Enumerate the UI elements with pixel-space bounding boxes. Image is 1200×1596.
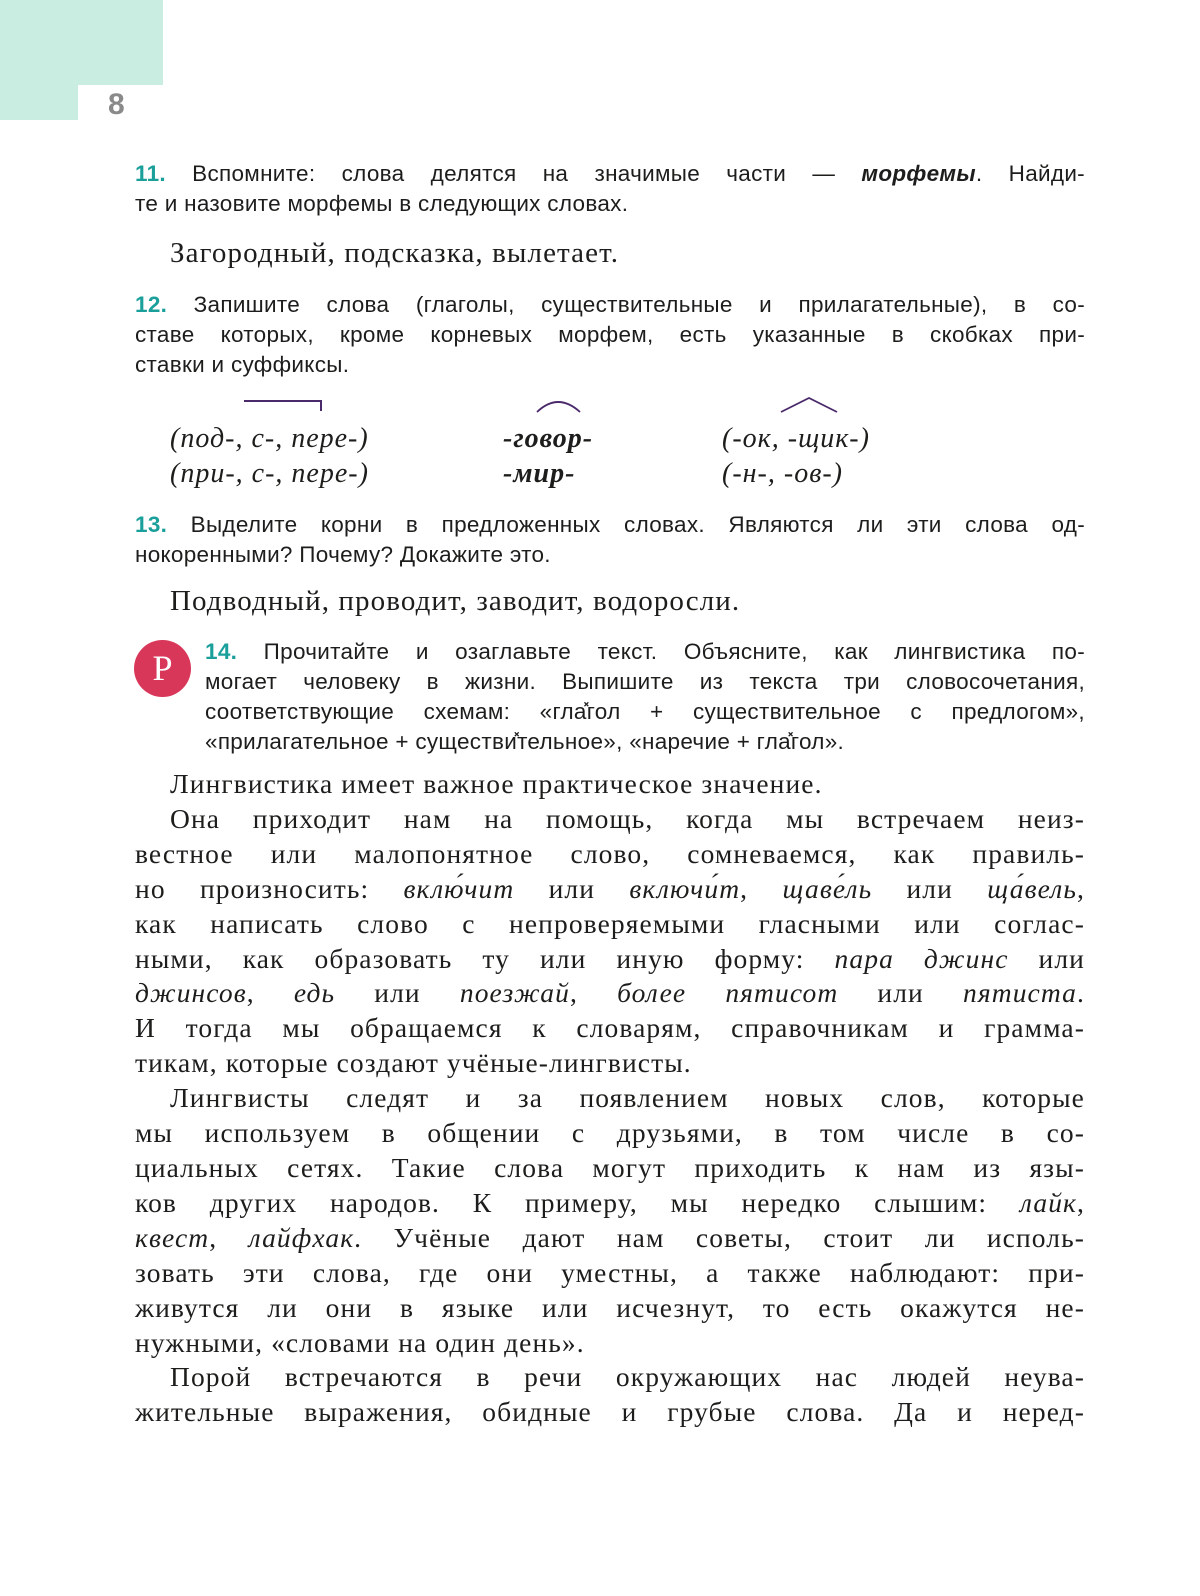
exercise-13-words	[170, 584, 1120, 619]
text-segment: Запишите слова (глаголы, существительные и прилагательные), в со-	[167, 292, 1085, 317]
prefix-symbol-icon	[244, 398, 324, 414]
suffix-list	[722, 421, 870, 491]
text-line	[135, 942, 1085, 977]
text-line	[135, 1116, 1085, 1151]
suffix-group: (-н-, -ов-)	[722, 458, 843, 489]
text-segment: как написать слово с непроверяемыми гласными или соглас-	[135, 907, 1085, 939]
exercise-number: 11.	[135, 161, 166, 186]
text-line	[135, 1151, 1085, 1186]
text-segment: нокоренными? Почему? Докажите это.	[135, 542, 551, 567]
emphasized-text: едь	[293, 977, 336, 1009]
text-segment: или	[335, 977, 460, 1009]
prefix-group: (под-, с-, пере-)	[170, 423, 369, 454]
text-segment: ставки и суффиксы.	[135, 352, 350, 377]
emphasized-text: лайк	[1019, 1186, 1078, 1218]
emphasized-text: джинсов	[135, 977, 247, 1009]
emphasized-text: пятиста	[963, 977, 1077, 1009]
text-segment: Она приходит нам на помощь, когда мы встречаем неиз-	[170, 802, 1085, 834]
emphasized-text: более пятисот	[617, 977, 839, 1009]
text-line	[135, 1011, 1085, 1046]
text-segment: «прилагательное + существи̽тельное», «наречие + гла̽гол».	[205, 729, 845, 754]
text-segment: зовать эти слова, где они уместны, а также наблюдают: при-	[135, 1256, 1085, 1288]
text-segment: ставе которых, кроме корневых морфем, есть указанные в скобках при-	[135, 322, 1085, 347]
corner-decoration-tab	[0, 85, 78, 120]
text-segment: вестное или малопонятное слово, сомневаемся, как правиль-	[135, 837, 1085, 869]
exercise-number: 12.	[135, 292, 168, 317]
text-line	[135, 1046, 1085, 1081]
text-segment: . Учёные дают нам советы, стоит ли исполь-	[354, 1221, 1085, 1253]
text-line	[135, 1221, 1085, 1256]
text-line	[135, 1081, 1085, 1116]
speech-development-badge-icon: Р	[134, 640, 191, 697]
exercise-number: 13.	[135, 512, 168, 537]
root: -мир-	[503, 458, 576, 489]
text-segment: тикам, которые создают учёные-лингвисты.	[135, 1047, 692, 1079]
text-segment: ными, как образовать ту или иную форму:	[135, 942, 835, 974]
text-segment: Выделите корни в предложенных словах. Являются ли эти слова од-	[167, 512, 1085, 537]
text-line	[135, 1326, 1085, 1361]
text-line	[135, 540, 1085, 570]
text-segment: ,	[209, 1221, 249, 1253]
text-segment: И тогда мы обращаемся к словарям, справочникам и грамма-	[135, 1012, 1085, 1044]
prefix-list	[170, 421, 369, 491]
text-segment: или	[838, 977, 963, 1009]
exercise-13	[135, 510, 1085, 570]
text-segment: Вспомните: слова делятся на значимые части —	[165, 161, 862, 186]
text-segment: Загородный, подсказка, вылетает.	[170, 237, 620, 269]
text-line	[135, 189, 1085, 219]
text-line	[135, 1395, 1085, 1430]
text-segment: циальных сетях. Такие слова могут приходить к нам из язы-	[135, 1151, 1085, 1183]
root-symbol-icon	[536, 398, 582, 414]
text-segment: ,	[740, 872, 783, 904]
text-segment: ,	[246, 977, 294, 1009]
text-segment: ков других народов. К примеру, мы нередко слышим:	[135, 1186, 1020, 1218]
suffix-group: (-ок, -щик-)	[722, 423, 870, 454]
text-line	[135, 510, 1085, 540]
emphasized-text: морфемы	[861, 161, 976, 186]
text-line	[135, 802, 1085, 837]
text-line	[135, 350, 1085, 380]
exercise-12	[135, 290, 1085, 380]
corner-decoration	[0, 0, 163, 85]
exercise-number: 14.	[205, 639, 238, 664]
emphasized-text: щаве́ль	[782, 872, 873, 904]
exercise-14	[205, 637, 1085, 757]
text-line	[205, 637, 1085, 667]
text-segment: Прочитайте и озаглавьте текст. Объясните, как лингвистика по-	[237, 639, 1085, 664]
text-segment: нужными, «словами на один день».	[135, 1326, 585, 1358]
text-segment: жительные выражения, обидные и грубые слова. Да и неред-	[135, 1396, 1085, 1428]
text-segment: Лингвисты следят и за появлением новых слов, которые	[170, 1082, 1085, 1114]
text-segment: . Найди-	[975, 161, 1085, 186]
text-line	[135, 159, 1085, 189]
root-list	[503, 421, 593, 491]
suffix-symbol-icon	[780, 396, 838, 414]
emphasized-text: включи́т	[629, 872, 741, 904]
prefix-group: (при-, с-, пере-)	[170, 458, 369, 489]
text-line	[135, 1256, 1085, 1291]
emphasized-text: ща́вель	[987, 872, 1077, 904]
text-segment: или	[514, 872, 630, 904]
page-number: 8	[108, 88, 125, 121]
text-line	[135, 1291, 1085, 1326]
text-segment: Лингвистика имеет важное практическое значение.	[170, 768, 823, 799]
text-segment: мы используем в общении с друзьями, в том числе в со-	[135, 1117, 1085, 1149]
text-segment: но произносить:	[135, 872, 404, 904]
text-segment: могает человеку в жизни. Выпишите из текста три словосочетания,	[205, 669, 1085, 694]
text-line	[135, 907, 1085, 942]
text-segment: ,	[1077, 1186, 1085, 1218]
text-segment: .	[1077, 977, 1085, 1009]
text-line	[135, 976, 1085, 1011]
text-segment: или	[872, 872, 988, 904]
text-segment: Подводный, проводит, заводит, водоросли.	[170, 585, 741, 617]
emphasized-text: поезжай	[459, 977, 570, 1009]
emphasized-text: лайфхак	[248, 1221, 355, 1253]
text-line	[170, 584, 1120, 619]
text-segment: ,	[1077, 872, 1085, 904]
reading-text	[135, 767, 1085, 1430]
text-line	[135, 837, 1085, 872]
text-line	[135, 872, 1085, 907]
emphasized-text: квест	[135, 1221, 210, 1253]
emphasized-text: пара джинс	[834, 942, 1009, 974]
text-line	[170, 236, 1120, 271]
text-segment: соответствующие схемам: «гла̽гол + существительное с предлогом»,	[205, 699, 1085, 724]
exercise-11-words	[170, 236, 1120, 271]
text-line	[135, 767, 1085, 802]
text-line	[135, 320, 1085, 350]
text-line	[135, 1186, 1085, 1221]
text-segment: те и назовите морфемы в следующих словах.	[135, 191, 629, 216]
text-line	[205, 667, 1085, 697]
text-line	[205, 727, 1085, 757]
root: -говор-	[503, 423, 594, 454]
exercise-11	[135, 159, 1085, 219]
text-line	[135, 1360, 1085, 1395]
text-line	[205, 697, 1085, 727]
text-segment: ,	[569, 977, 618, 1009]
text-segment: Порой встречаются в речи окружающих нас людей неува-	[170, 1361, 1085, 1393]
text-segment: или	[1008, 942, 1085, 974]
emphasized-text: вклю́чит	[403, 872, 515, 904]
text-segment: живутся ли они в языке или исчезнут, то есть окажутся не-	[135, 1291, 1085, 1323]
text-line	[135, 290, 1085, 320]
